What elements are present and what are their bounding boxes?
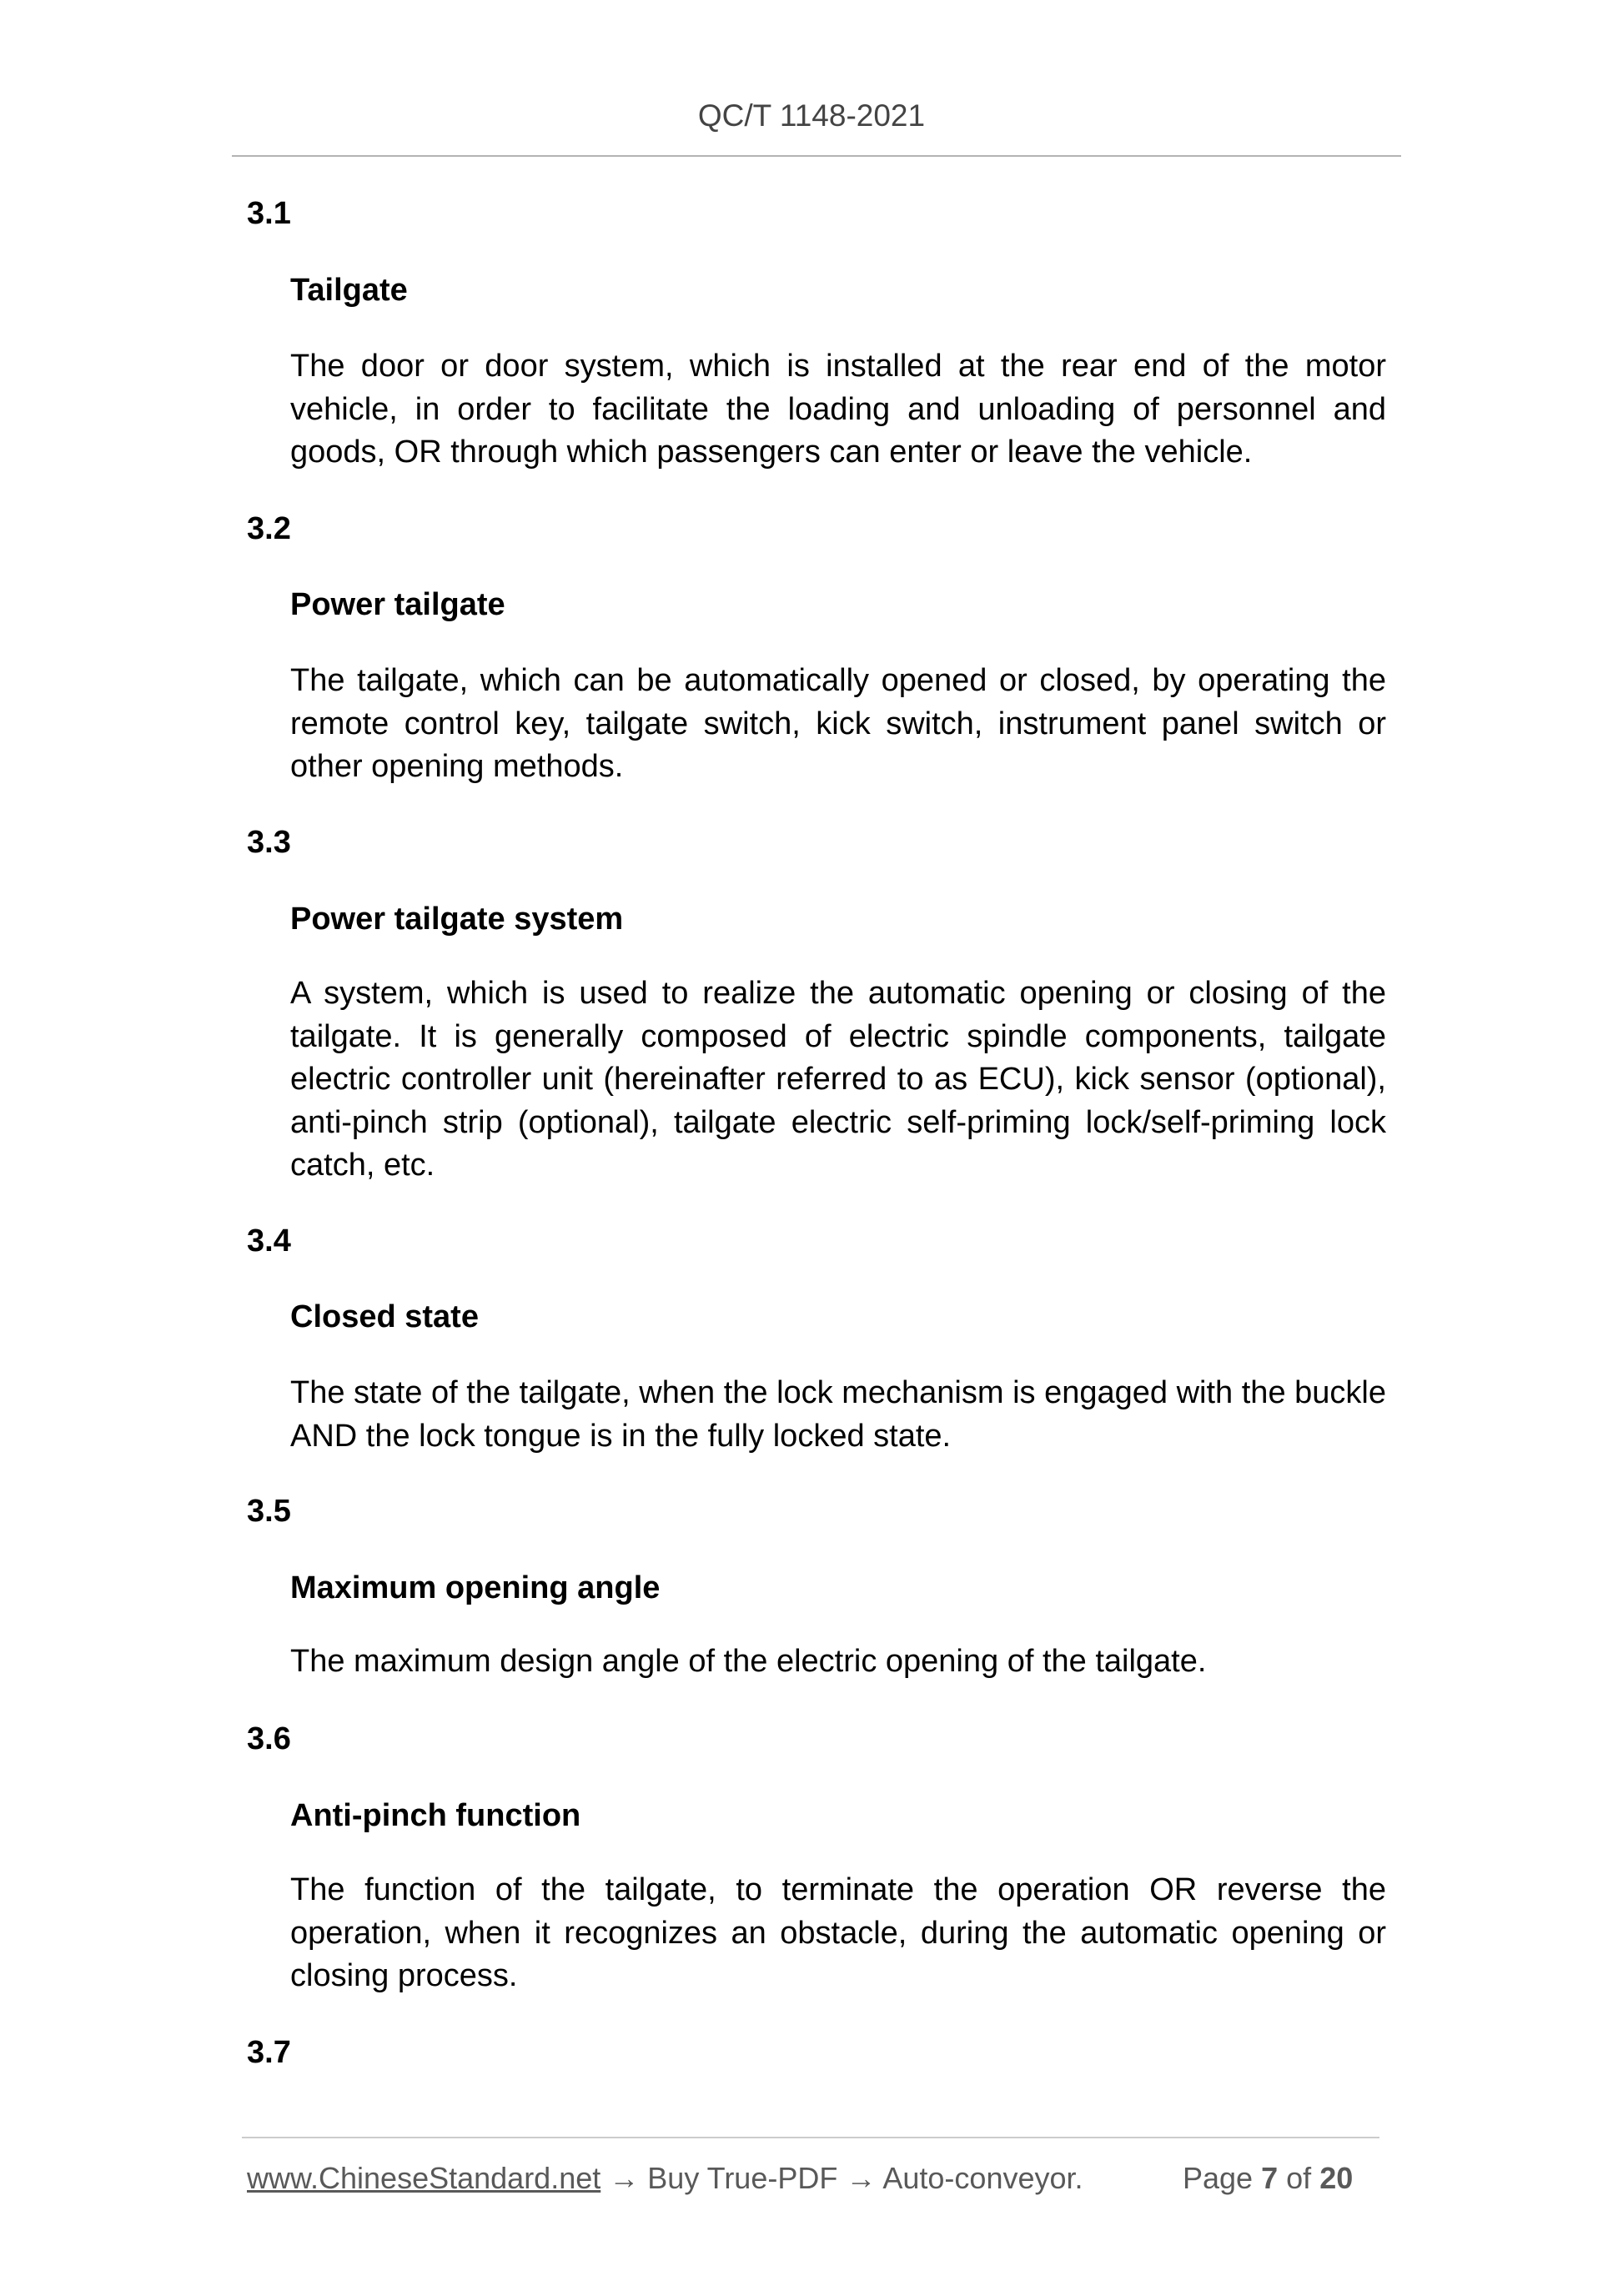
clause-definition: The function of the tailgate, to terminate the operation OR reverse the operation, when it recognizes an obstacle, during the automatic opening or closing process. — [290, 1872, 1386, 1993]
clause-term: Tailgate — [290, 273, 408, 308]
clause-number: 3.3 — [247, 825, 291, 860]
buy-true-pdf-text: Buy True-PDF — [647, 2161, 838, 2195]
clause-term: Power tailgate system — [290, 902, 624, 937]
clause-term: Maximum opening angle — [290, 1570, 661, 1605]
clause-definition: The door or door system, which is installed at the rear end of the motor vehicle, in order to facilitate the loading and unloading of personnel and goods, OR through which passengers can enter or leave the vehicle. — [290, 349, 1386, 470]
page-total: 20 — [1319, 2161, 1354, 2195]
footer-divider — [242, 2137, 1379, 2138]
clause-term: Power tailgate — [290, 587, 505, 622]
clause-number: 3.7 — [247, 2035, 291, 2070]
header-divider — [232, 155, 1401, 157]
page-current: 7 — [1261, 2161, 1279, 2195]
clause-term: Anti-pinch function — [290, 1798, 581, 1833]
clause-term: Closed state — [290, 1299, 479, 1334]
clause-definition: A system, which is used to realize the automatic opening or closing of the tailgate. It is generally composed of electric spindle components, tailgate electric controller unit (hereinafter referred to as ECU), kick sensor (optional), anti-pinch strip (optional), tailgate electric self-priming lock/self-priming lock catch, etc. — [290, 976, 1386, 1183]
clause-definition: The state of the tailgate, when the lock mechanism is engaged with the buckle AND the lock tongue is in the fully locked state. — [290, 1375, 1386, 1454]
document-code-header: QC/T 1148-2021 — [697, 98, 926, 133]
clause-definition: The maximum design angle of the electric opening of the tailgate. — [290, 1644, 1207, 1679]
clause-number: 3.6 — [247, 1721, 291, 1756]
clause-number: 3.1 — [247, 196, 291, 231]
page-of-label: of — [1286, 2161, 1312, 2195]
page-label: Page — [1183, 2161, 1254, 2195]
auto-conveyor-text: Auto-conveyor. — [882, 2161, 1083, 2195]
arrow-icon: → — [846, 2161, 877, 2195]
page-indicator — [1183, 2161, 1353, 2196]
arrow-icon: → — [609, 2161, 640, 2195]
clause-definition: The tailgate, which can be automatically opened or closed, by operating the remote control key, tailgate switch, kick switch, instrument panel switch or other opening methods. — [290, 663, 1386, 784]
footer-source — [247, 2161, 1083, 2196]
website-link[interactable]: www.ChineseStandard.net — [247, 2161, 601, 2195]
clause-number: 3.4 — [247, 1223, 291, 1259]
clause-number: 3.2 — [247, 511, 291, 546]
clause-number: 3.5 — [247, 1494, 291, 1529]
